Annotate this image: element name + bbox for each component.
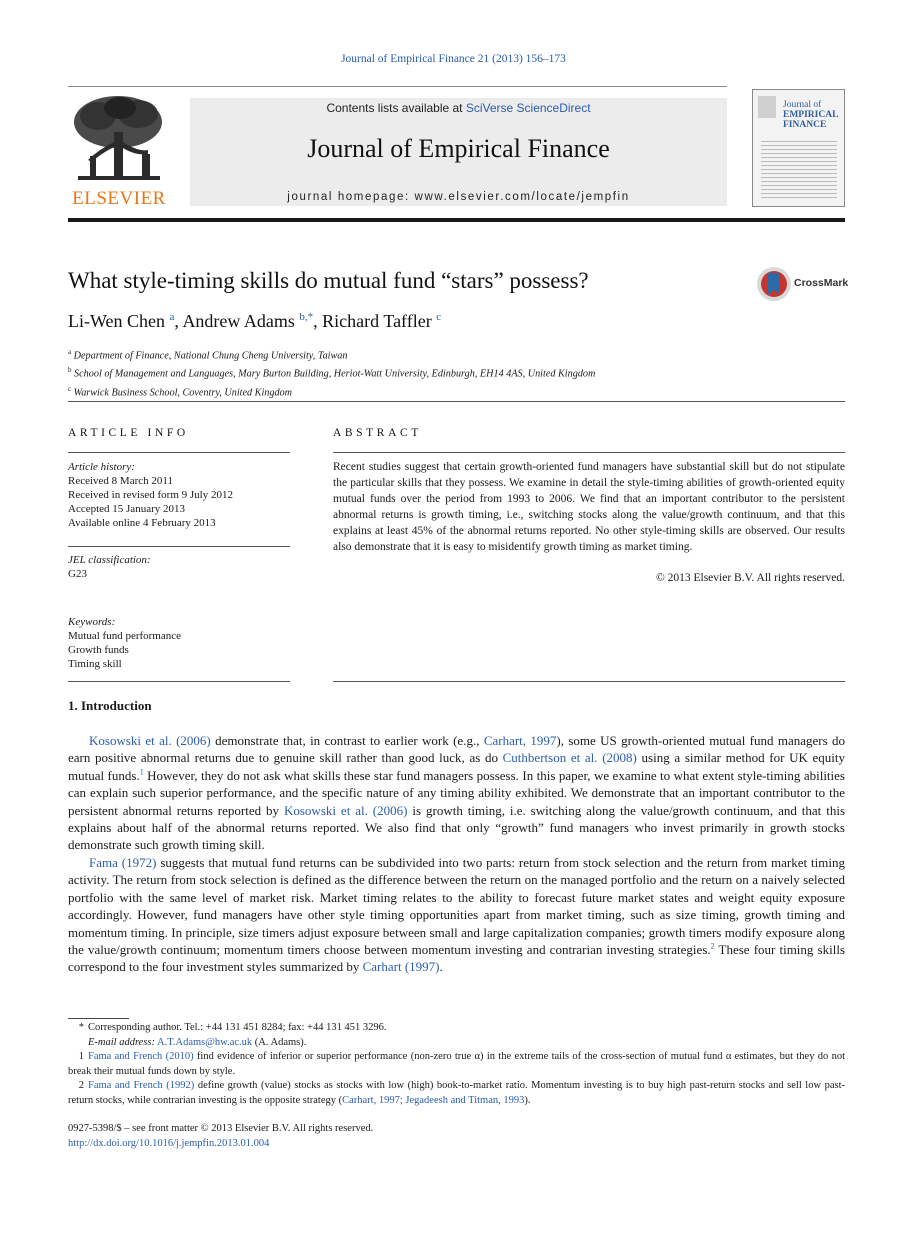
keyword: Mutual fund performance bbox=[68, 630, 182, 642]
history-item: Accepted 15 January 2013 bbox=[68, 503, 185, 515]
keyword: Timing skill bbox=[68, 658, 122, 670]
citation-link[interactable]: Fama (1972) bbox=[89, 855, 157, 870]
header-thick-rule bbox=[68, 218, 845, 222]
paragraph-text: is growth timing, i.e. switching along the value/growth continuum, and that this explains about half of the abnormal returns reported. We also find that only “growth” fund managers who invest primarily in growth stocks demonstrate such growth timing skill. bbox=[68, 802, 845, 853]
footnote-text: find evidence of inferior or superior performance (non-zero true α) in the extreme tails of the cross-section of mutual fund α estimates, but they do not break their mutual funds down by style. bbox=[68, 1051, 845, 1077]
citation-link[interactable]: Cuthbertson et al. (2008) bbox=[502, 750, 637, 766]
paragraph-text: using a similar method for UK equity mutual funds. bbox=[68, 750, 846, 783]
keyword: Growth funds bbox=[68, 644, 129, 656]
keywords bbox=[68, 615, 290, 671]
journal-citation[interactable]: Journal of Empirical Finance 21 (2013) 156–173 bbox=[341, 53, 566, 65]
paragraph bbox=[68, 854, 845, 976]
abstract-rule bbox=[333, 681, 845, 682]
cover-title bbox=[783, 100, 841, 130]
footnote-text: Corresponding author. Tel.: +44 131 451 8284; fax: +44 131 451 3296. bbox=[88, 1022, 387, 1033]
citation-link[interactable]: Kosowski et al. (2006) bbox=[283, 802, 408, 818]
affiliations bbox=[68, 345, 595, 400]
history-label: Article history: bbox=[68, 461, 135, 473]
footnote-email bbox=[68, 1036, 845, 1051]
article-history bbox=[68, 460, 290, 530]
contents-prefix: Contents lists available at bbox=[326, 101, 466, 115]
tree-icon bbox=[68, 92, 170, 188]
footnote-rule bbox=[68, 1018, 129, 1019]
journal-homepage[interactable]: journal homepage: www.elsevier.com/locate/jempfin bbox=[287, 191, 630, 203]
jel-classification bbox=[68, 553, 290, 581]
footnote-corresponding bbox=[68, 1021, 845, 1036]
cover-title-line: FINANCE bbox=[783, 120, 827, 130]
journal-cover-thumbnail bbox=[752, 89, 845, 207]
history-item: Available online 4 February 2013 bbox=[68, 517, 216, 529]
paragraph-text: suggests that mutual fund returns can be subdivided into two parts: return from stock selection and the return from market timing activity. The return from stock selection is defined as the difference between the return on the managed portfolio and the return on a naively selected portfolio with the same level of market risk. Market timing relates to the ability to forecast future market states and weight equity exposure accordingly. However, fund managers have other style timing opportunities apart from market timing, such as size timing, growth timing and momentum timing. In principle, size timers adjust exposure between small and large capitalization companies; growth timers modify exposure along the value/growth continuum; momentum timers choose between momentum investing and contrarian investing strategies. bbox=[68, 855, 845, 958]
jel-label: JEL classification: bbox=[68, 554, 151, 566]
author-name[interactable]: Richard Taffler bbox=[322, 311, 432, 331]
info-rule bbox=[68, 546, 290, 547]
sciencedirect-link[interactable]: SciVerse ScienceDirect bbox=[465, 101, 591, 115]
citation-link[interactable]: Carhart, 1997 bbox=[483, 733, 557, 748]
publisher-name: ELSEVIER bbox=[72, 188, 166, 209]
info-rule bbox=[68, 681, 290, 682]
paragraph-text: ), some US growth-oriented mutual fund managers do earn positive abnormal returns due to genuine skill rather than good luck, as do bbox=[68, 733, 845, 766]
abstract-heading: ABSTRACT bbox=[333, 427, 422, 439]
cover-title-line: EMPIRICAL bbox=[783, 110, 839, 120]
front-matter-info bbox=[68, 1122, 373, 1151]
author-name[interactable]: Li-Wen Chen bbox=[68, 311, 166, 331]
article-title: What style-timing skills do mutual fund “stars” possess? bbox=[68, 268, 589, 293]
affiliation-text: School of Management and Languages, Mary Burton Building, Heriot-Watt University, Edinburgh, EH14 4AS, United Kingdom bbox=[74, 368, 596, 380]
elsevier-logo bbox=[68, 92, 170, 210]
cover-contents bbox=[761, 138, 837, 200]
cover-title-line: Journal of bbox=[783, 100, 822, 110]
citation-link[interactable]: Fama and French (2010) bbox=[88, 1051, 194, 1062]
author-affiliation-mark[interactable]: a bbox=[169, 311, 175, 323]
paragraph-text: These four timing skills correspond to the four investment styles summarized by bbox=[68, 942, 845, 975]
history-item: Received in revised form 9 July 2012 bbox=[68, 489, 233, 501]
crossmark-label: CrossMark bbox=[794, 277, 849, 289]
email-label: E-mail address: bbox=[88, 1037, 155, 1048]
author-affiliation-mark[interactable]: c bbox=[436, 311, 442, 323]
paragraph-text: However, they do not ask what skills these star fund managers possess. In this paper, we examine to what extent style-timing abilities can explain such superior performance, and the specific nature of any timing ability exhibited. We demonstrate that an important contributor to the persistent abnormal returns reported by bbox=[68, 767, 845, 818]
paragraph-text: . bbox=[439, 959, 443, 975]
crossmark-icon bbox=[756, 266, 792, 302]
citation-link[interactable]: Carhart, 1997; Jegadeesh and Titman, 1993 bbox=[342, 1094, 525, 1106]
keywords-label: Keywords: bbox=[68, 616, 116, 628]
affiliation-text: Warwick Business School, Coventry, United Kingdom bbox=[73, 387, 293, 399]
author-affiliation-mark[interactable]: b,* bbox=[299, 311, 314, 323]
citation-link[interactable]: Fama and French (1992) bbox=[88, 1080, 195, 1091]
footnote-ref[interactable]: 1 bbox=[139, 767, 144, 777]
history-item: Received 8 March 2011 bbox=[68, 475, 173, 487]
journal-name: Journal of Empirical Finance bbox=[307, 134, 610, 163]
paragraph-text: demonstrate that, in contrast to earlier work (e.g., bbox=[210, 733, 484, 748]
affiliation-text: Department of Finance, National Chung Cheng University, Taiwan bbox=[73, 350, 348, 362]
affiliation-mark: a bbox=[68, 348, 72, 356]
citation-link[interactable]: Carhart (1997) bbox=[362, 959, 440, 975]
footnote-mark: * bbox=[78, 1022, 84, 1033]
email-link[interactable]: A.T.Adams@hw.ac.uk bbox=[157, 1037, 253, 1048]
footnote-mark: 1 bbox=[78, 1051, 84, 1062]
article-info-heading: ARTICLE INFO bbox=[68, 427, 189, 439]
journal-masthead bbox=[190, 98, 727, 206]
footnote-2 bbox=[68, 1079, 845, 1108]
citation-link[interactable]: Kosowski et al. (2006) bbox=[89, 733, 211, 748]
footnote-1 bbox=[68, 1050, 845, 1079]
abstract-text: Recent studies suggest that certain growth-oriented fund managers have substantial skill but do not stipulate the particular skills that they possess. We examine in detail the style-timing abilities of growth-oriented equity mutual funds over the period from 1993 to 2006. We find that an important contributor to the persistent abnormal returns is growth timing, i.e., switching stocks along the value/growth continuum, and that this explains at least 45% of the abnormal returns reported. No other style-timing skills are observed. Our results also demonstrate that it is easy to misidentify growth timing as market timing. bbox=[333, 461, 845, 553]
affiliation-mark: c bbox=[68, 384, 72, 393]
abstract-copyright: © 2013 Elsevier B.V. All rights reserved. bbox=[656, 572, 845, 584]
footnote-mark: 2 bbox=[78, 1080, 84, 1091]
author-list: Li-Wen Chen $^a$, Andrew Adams $^{b,*}$, Richard Taffler $^c$ bbox=[68, 311, 442, 331]
contents-line bbox=[190, 101, 727, 115]
footnote-text: ). bbox=[524, 1094, 531, 1106]
affiliation bbox=[68, 363, 595, 381]
email-owner: (A. Adams). bbox=[252, 1037, 307, 1048]
crossmark-badge[interactable] bbox=[756, 266, 848, 302]
section-heading-introduction: 1. Introduction bbox=[68, 698, 152, 713]
affiliation bbox=[68, 382, 595, 400]
doi-link[interactable]: http://dx.doi.org/10.1016/j.jempfin.2013.01.004 bbox=[68, 1137, 270, 1149]
paragraph bbox=[68, 732, 845, 854]
info-rule bbox=[68, 452, 290, 453]
cover-logo bbox=[758, 96, 776, 118]
jel-code: G23 bbox=[68, 568, 87, 580]
author-name[interactable]: Andrew Adams bbox=[182, 311, 295, 331]
affiliation bbox=[68, 345, 595, 363]
header-rule bbox=[68, 86, 727, 87]
footnote-text: define growth (value) stocks as stocks with low (high) book-to-market ratio. Momentum investing is to buy high past-return stocks and sell low past-return stocks, while contrarian investing is the opposite strategy ( bbox=[68, 1080, 846, 1106]
section-rule bbox=[68, 401, 845, 402]
abstract-rule bbox=[333, 452, 845, 453]
issn-line: 0927-5398/$ – see front matter © 2013 Elsevier B.V. All rights reserved. bbox=[68, 1123, 374, 1134]
affiliation-mark: b bbox=[68, 366, 72, 375]
footnote-ref[interactable]: 2 bbox=[710, 941, 715, 951]
